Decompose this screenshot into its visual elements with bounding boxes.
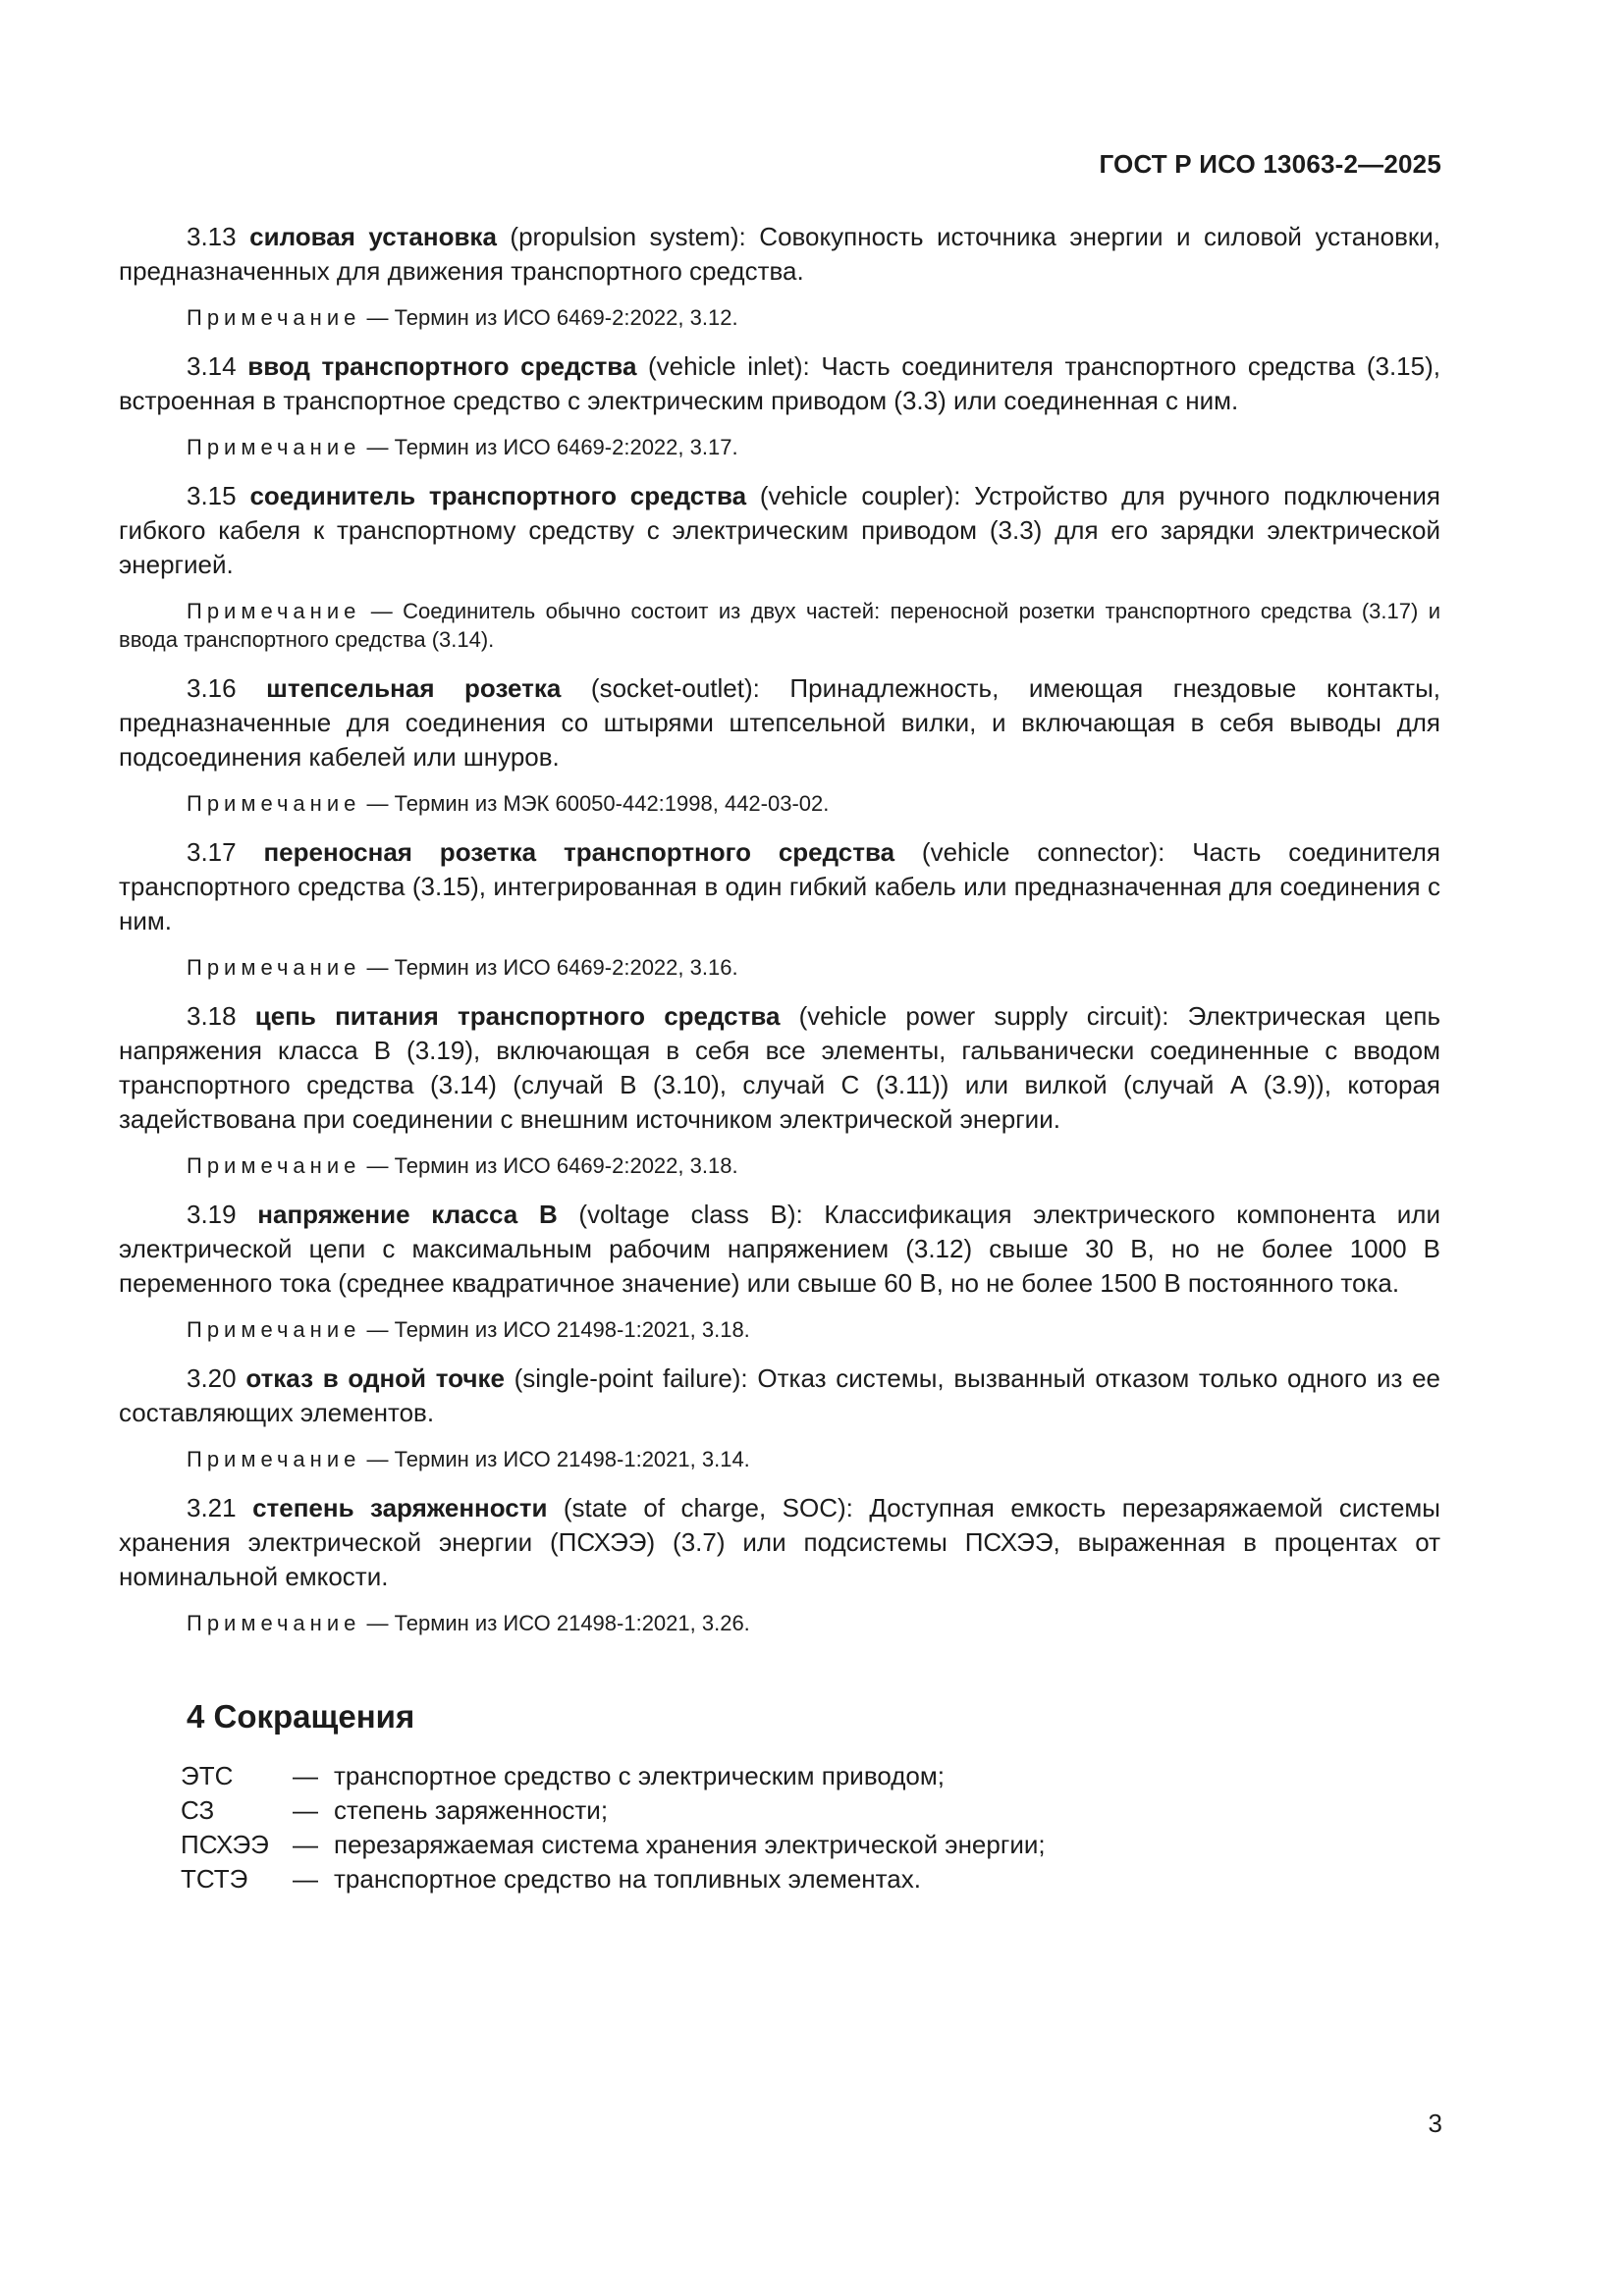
term-definition: [119, 999, 1440, 1137]
note-text: — Термин из ИСО 6469-2:2022, 3.17.: [360, 435, 738, 459]
note-label: Примечание: [187, 305, 361, 330]
note-text: — Соединитель обычно состоит из двух частей: переносной розетки транспортного средства (3.17) и ввода транспортного средства (3.14).: [119, 599, 1440, 652]
term-note: [119, 789, 1440, 818]
term-definition: [119, 1362, 1440, 1430]
term-name: отказ в одной точке: [245, 1363, 505, 1393]
term-name: напряжение класса В: [257, 1200, 558, 1229]
term-entry: [119, 835, 1440, 982]
term-note: [119, 433, 1440, 461]
abbreviation-row: [181, 1828, 1440, 1862]
term-entry: [119, 349, 1440, 461]
term-entry: [119, 220, 1440, 332]
note-label: Примечание: [187, 791, 361, 816]
term-entry: [119, 1491, 1440, 1637]
note-label: Примечание: [187, 599, 361, 623]
abbreviation-dash: —: [293, 1864, 318, 1894]
term-note: [119, 1315, 1440, 1344]
term-number: 3.18: [187, 1001, 237, 1031]
term-text: (propulsion system): Совокупность источника энергии и силовой установки, предназначенных для движения транспортного средства.: [119, 222, 1440, 286]
term-note: [119, 1609, 1440, 1637]
term-name: цепь питания транспортного средства: [254, 1001, 781, 1031]
document-body: [119, 220, 1440, 1896]
term-text: (vehicle inlet): Часть соединителя транспортного средства (3.15), встроенная в транспортное средство с электрическим приводом (3.3) или соединенная с ним.: [119, 351, 1440, 415]
abbreviation-dash: —: [293, 1761, 318, 1790]
term-name: силовая установка: [249, 222, 497, 251]
note-label: Примечание: [187, 955, 361, 980]
note-label: Примечание: [187, 435, 361, 459]
section-title: 4 Сокращения: [187, 1698, 415, 1735]
term-number: 3.15: [187, 481, 237, 510]
page-number: 3: [1428, 2109, 1442, 2138]
term-name: степень заряженности: [252, 1493, 548, 1522]
term-text: (socket-outlet): Принадлежность, имеющая гнездовые контакты, предназначенные для соединения со штырями штепсельной вилки, и включающая в себя выводы для подсоединения кабелей или шнуров.: [119, 673, 1440, 772]
term-text: (state of charge, SOC): Доступная емкость перезаряжаемой системы хранения электрической энергии (ПСХЭЭ) (3.7) или подсистемы ПСХЭЭ, выраженная в процентах от номинальной емкости.: [119, 1493, 1440, 1591]
term-number: 3.20: [187, 1363, 237, 1393]
term-definition: [119, 349, 1440, 418]
term-name: переносная розетка транспортного средства: [263, 837, 895, 867]
note-text: — Термин из ИСО 21498-1:2021, 3.14.: [360, 1447, 750, 1471]
term-number: 3.14: [187, 351, 237, 381]
term-definition: [119, 479, 1440, 582]
term-entry: [119, 1362, 1440, 1473]
term-text: (vehicle connector): Часть соединителя транспортного средства (3.15), интегрированная в один гибкий кабель или предназначенная для соединения с ним.: [119, 837, 1440, 935]
term-entry: [119, 671, 1440, 818]
term-note: [119, 303, 1440, 332]
term-definition: [119, 220, 1440, 289]
term-entry: [119, 999, 1440, 1180]
term-number: 3.19: [187, 1200, 237, 1229]
abbreviation-dash: —: [293, 1830, 318, 1859]
term-name: соединитель транспортного средства: [249, 481, 747, 510]
term-note: [119, 1445, 1440, 1473]
note-label: Примечание: [187, 1611, 361, 1635]
note-text: — Термин из ИСО 6469-2:2022, 3.18.: [360, 1153, 738, 1178]
note-text: — Термин из ИСО 21498-1:2021, 3.18.: [360, 1317, 750, 1342]
note-label: Примечание: [187, 1153, 361, 1178]
term-definition: [119, 835, 1440, 938]
term-text: (vehicle power supply circuit): Электрическая цепь напряжения класса В (3.19), включающая в себя все элементы, гальванически соединенные с вводом транспортного средства (3.14) (случай В (3.10), случай С (3.11)) или вилкой (случай А (3.9)), которая задействована при соединении с внешним источником электрической энергии.: [119, 1001, 1440, 1134]
term-definition: [119, 1198, 1440, 1301]
note-text: — Термин из ИСО 6469-2:2022, 3.16.: [360, 955, 738, 980]
term-text: (vehicle coupler): Устройство для ручного подключения гибкого кабеля к транспортному средству с электрическим приводом (3.3) для его зарядки электрической энергией.: [119, 481, 1440, 579]
document-header: ГОСТ Р ИСО 13063-2—2025: [1099, 149, 1441, 179]
abbreviation-dash: —: [293, 1795, 318, 1825]
term-note: [119, 953, 1440, 982]
abbreviation-row: [181, 1862, 1440, 1896]
abbreviations-list: [181, 1759, 1440, 1896]
note-text: — Термин из МЭК 60050-442:1998, 442-03-02.: [360, 791, 830, 816]
abbreviation-meaning: транспортное средство с электрическим приводом;: [334, 1761, 945, 1790]
term-name: ввод транспортного средства: [247, 351, 637, 381]
term-name: штепсельная розетка: [266, 673, 562, 703]
note-text: — Термин из ИСО 21498-1:2021, 3.26.: [360, 1611, 750, 1635]
abbreviation-meaning: степень заряженности;: [334, 1795, 609, 1825]
term-entry: [119, 1198, 1440, 1344]
term-definition: [119, 1491, 1440, 1594]
term-number: 3.17: [187, 837, 237, 867]
abbreviation: СЗ: [181, 1795, 215, 1825]
abbreviation-row: [181, 1759, 1440, 1793]
note-text: — Термин из ИСО 6469-2:2022, 3.12.: [360, 305, 738, 330]
abbreviation-row: [181, 1793, 1440, 1828]
term-definition: [119, 671, 1440, 774]
abbreviation: ПСХЭЭ: [181, 1830, 269, 1859]
term-note: [119, 597, 1440, 654]
term-note: [119, 1151, 1440, 1180]
term-number: 3.16: [187, 673, 237, 703]
term-number: 3.13: [187, 222, 237, 251]
abbreviation-meaning: перезаряжаемая система хранения электрической энергии;: [334, 1830, 1046, 1859]
term-number: 3.21: [187, 1493, 237, 1522]
abbreviation: ЭТС: [181, 1761, 234, 1790]
abbreviation-meaning: транспортное средство на топливных элементах.: [334, 1864, 921, 1894]
term-text: (voltage class B): Классификация электрического компонента или электрической цепи с максимальным рабочим напряжением (3.12) свыше 30 В, но не более 1000 В переменного тока (среднее квадратичное значение) или свыше 60 В, но не более 1500 В постоянного тока.: [119, 1200, 1440, 1298]
term-text: (single-point failure): Отказ системы, вызванный отказом только одного из ее составляющих элементов.: [119, 1363, 1441, 1427]
note-label: Примечание: [187, 1447, 361, 1471]
term-entry: [119, 479, 1440, 654]
abbreviation: ТСТЭ: [181, 1864, 248, 1894]
note-label: Примечание: [187, 1317, 361, 1342]
